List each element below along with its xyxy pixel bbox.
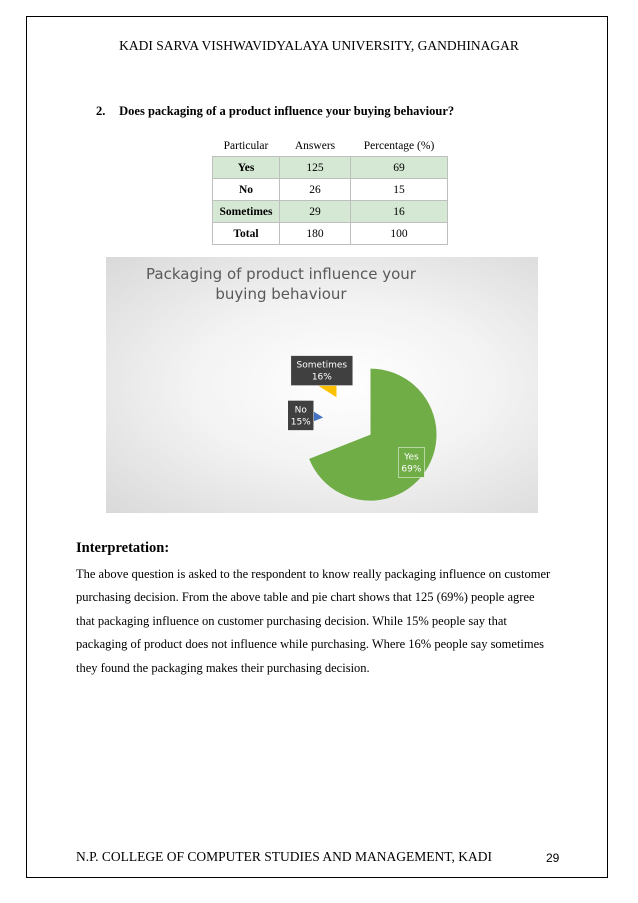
pie-chart-svg: [106, 257, 538, 513]
data-label-text: 16%: [311, 372, 332, 383]
page-number: 29: [546, 851, 560, 865]
data-label-text: Yes: [404, 452, 419, 463]
chart-title: Packaging of product influence your buying behaviour: [146, 265, 416, 303]
interpretation-text: The above question is asked to the respondent to know really packaging influence on customer purchasing decision. From the above table and pie chart shows that 125 (69%) people agree that packaging influence on customer purchasing decision. While 15% people say that packaging of product does not influence while purchasing. Where 16% people say sometimes they found the packaging makes their purchasing decision.: [76, 567, 551, 675]
question-text: Does packaging of a product influence your buying behaviour?: [119, 104, 455, 118]
cell-particular: Sometimes: [213, 201, 280, 223]
table-header-row: [213, 135, 448, 157]
data-label-text: Sometimes: [296, 360, 348, 371]
header-percentage: Percentage (%): [363, 139, 435, 152]
page-footer: N.P. COLLEGE OF COMPUTER STUDIES AND MANAGEMENT, KADI: [76, 849, 493, 864]
data-label-text: 69%: [401, 464, 422, 475]
cell-particular: No: [213, 179, 280, 201]
header-particular: Particular: [223, 139, 269, 152]
table-row: [213, 157, 448, 179]
question: [96, 104, 454, 119]
pie-chart: [106, 257, 538, 513]
cell-answers: 180: [280, 223, 351, 245]
cell-answers: 29: [280, 201, 351, 223]
cell-percentage: 69: [351, 157, 448, 179]
cell-particular: Yes: [213, 157, 280, 179]
data-label-sometimes: [291, 356, 353, 386]
cell-particular: Total: [213, 223, 280, 245]
response-table: [212, 135, 448, 245]
table-row: [213, 201, 448, 223]
table-row: [213, 223, 448, 245]
page-header: KADI SARVA VISHWAVIDYALAYA UNIVERSITY, GANDHINAGAR: [119, 38, 519, 53]
cell-percentage: 100: [351, 223, 448, 245]
question-number: 2.: [96, 104, 106, 118]
cell-percentage: 15: [351, 179, 448, 201]
cell-percentage: 16: [351, 201, 448, 223]
cell-answers: 125: [280, 157, 351, 179]
cell-answers: 26: [280, 179, 351, 201]
data-label-yes: [398, 447, 424, 477]
table-row: [213, 179, 448, 201]
header-answers: Answers: [294, 139, 336, 152]
data-label-text: No: [294, 405, 307, 416]
data-label-text: 15%: [290, 417, 311, 428]
data-label-no: [288, 400, 314, 430]
interpretation-heading: Interpretation:: [76, 540, 170, 556]
